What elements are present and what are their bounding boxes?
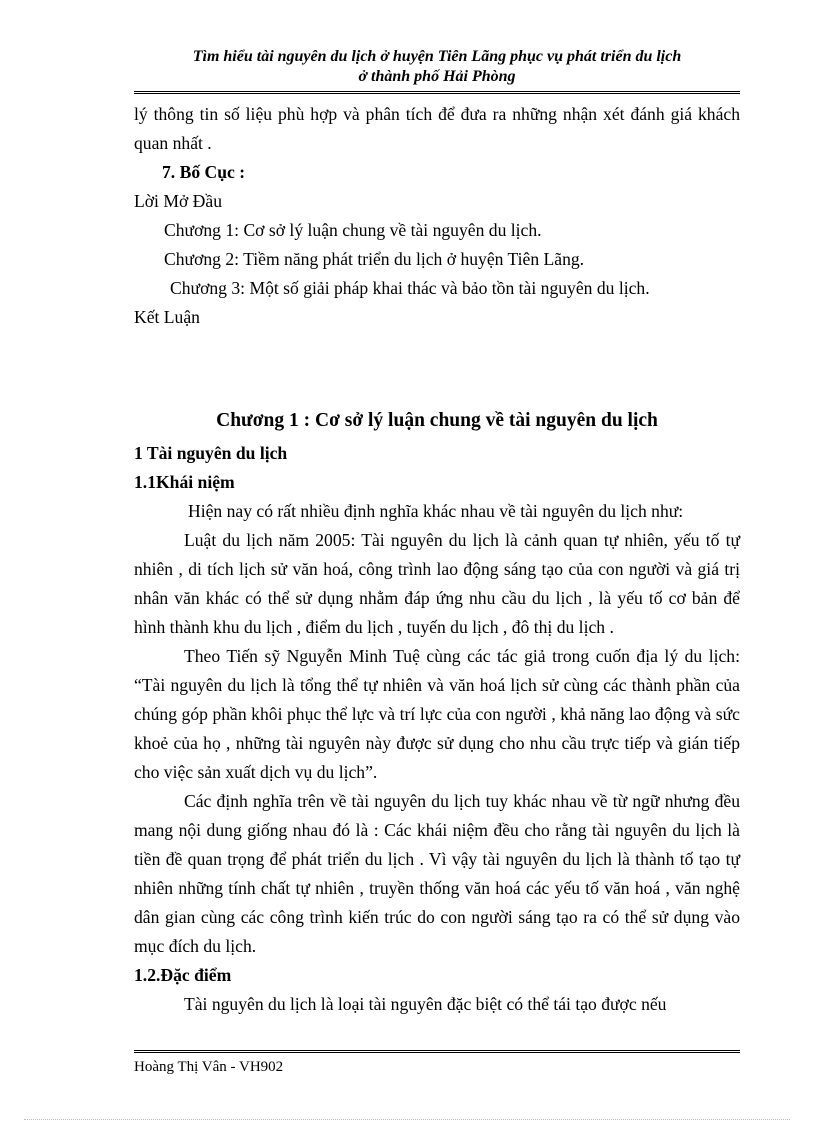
heading-1-2: 1.2.Đặc điểm — [134, 965, 232, 985]
heading-1: 1 Tài nguyên du lịch — [134, 443, 288, 463]
footer-author: Hoàng Thị Vân - VH902 — [134, 1059, 284, 1075]
paragraph-tourism-law: Luật du lịch năm 2005: Tài nguyên du lịch là cảnh quan tự nhiên, yếu tố tự nhiên , di tích lịch sử văn hoá, công trình lao động sáng tạo của con người và giá trị nhân văn khác có thể sử dụng nhằm đáp ứng nhu cầu du lịch , là yếu tố cơ bản để hình thành khu du lịch , điểm du lịch , tuyến du lịch , đô thị du lịch . — [134, 530, 740, 637]
header-line-2: ở thành phố Hải Phòng — [358, 68, 516, 85]
footer-rule — [134, 1050, 740, 1053]
page-bottom-border — [24, 1119, 790, 1120]
outline-chapter-3: Chương 3: Một số giải pháp khai thác và bảo tồn tài nguyên du lịch. — [170, 278, 650, 298]
heading-1-1: 1.1Khái niệm — [134, 472, 235, 492]
blank-space — [134, 332, 740, 400]
outline-chapter-2: Chương 2: Tiềm năng phát triển du lịch ở huyện Tiên Lãng. — [164, 249, 585, 269]
chapter-title: Chương 1 : Cơ sở lý luận chung về tài nguyên du lịch — [216, 410, 658, 431]
outline-chapter-1: Chương 1: Cơ sở lý luận chung về tài nguyên du lịch. — [164, 220, 542, 240]
paragraph-summary: Các định nghĩa trên về tài nguyên du lịch tuy khác nhau về từ ngữ nhưng đều mang nội dung giống nhau đó là : Các khái niệm đều cho rằng tài nguyên du lịch là tiền đề quan trọng để phát triển du lịch . Vì vậy tài nguyên du lịch là thành tố tạo tự nhiên những tính chất tự nhiên , truyền thống văn hoá các yếu tố văn hoá , văn nghệ dân gian cùng các công trình kiến trúc do con người sáng tạo ra có thể sử dụng vào mục đích du lịch. — [134, 791, 740, 956]
outline-intro: Lời Mở Đầu — [134, 191, 222, 211]
paragraph-continued: lý thông tin số liệu phù hợp và phân tích để đưa ra những nhận xét đánh giá khách quan nhất . — [134, 104, 740, 153]
outline-conclusion: Kết Luận — [134, 307, 200, 327]
paragraph-characteristics: Tài nguyên du lịch là loại tài nguyên đặc biệt có thể tái tạo được nếu — [184, 994, 667, 1014]
paragraph-definition-intro: Hiện nay có rất nhiều định nghĩa khác nhau về tài nguyên du lịch như: — [188, 501, 684, 521]
document-body — [134, 100, 740, 1019]
section-7-heading: 7. Bố Cục : — [162, 162, 246, 182]
running-header — [134, 47, 740, 87]
header-rule — [134, 91, 740, 94]
paragraph-quote: Theo Tiến sỹ Nguyễn Minh Tuệ cùng các tác giả trong cuốn địa lý du lịch: “Tài nguyên du lịch là tổng thể tự nhiên và văn hoá lịch sử cùng các thành phần của chúng góp phần khôi phục thể lực và trí lực của con người , khả năng lao động và sức khoẻ của họ , những tài nguyên này được sử dụng cho nhu cầu trực tiếp và gián tiếp cho việc sản xuất dịch vụ du lịch”. — [134, 646, 740, 782]
header-line-1: Tìm hiểu tài nguyên du lịch ở huyện Tiên Lãng phục vụ phát triển du lịch — [192, 48, 682, 65]
